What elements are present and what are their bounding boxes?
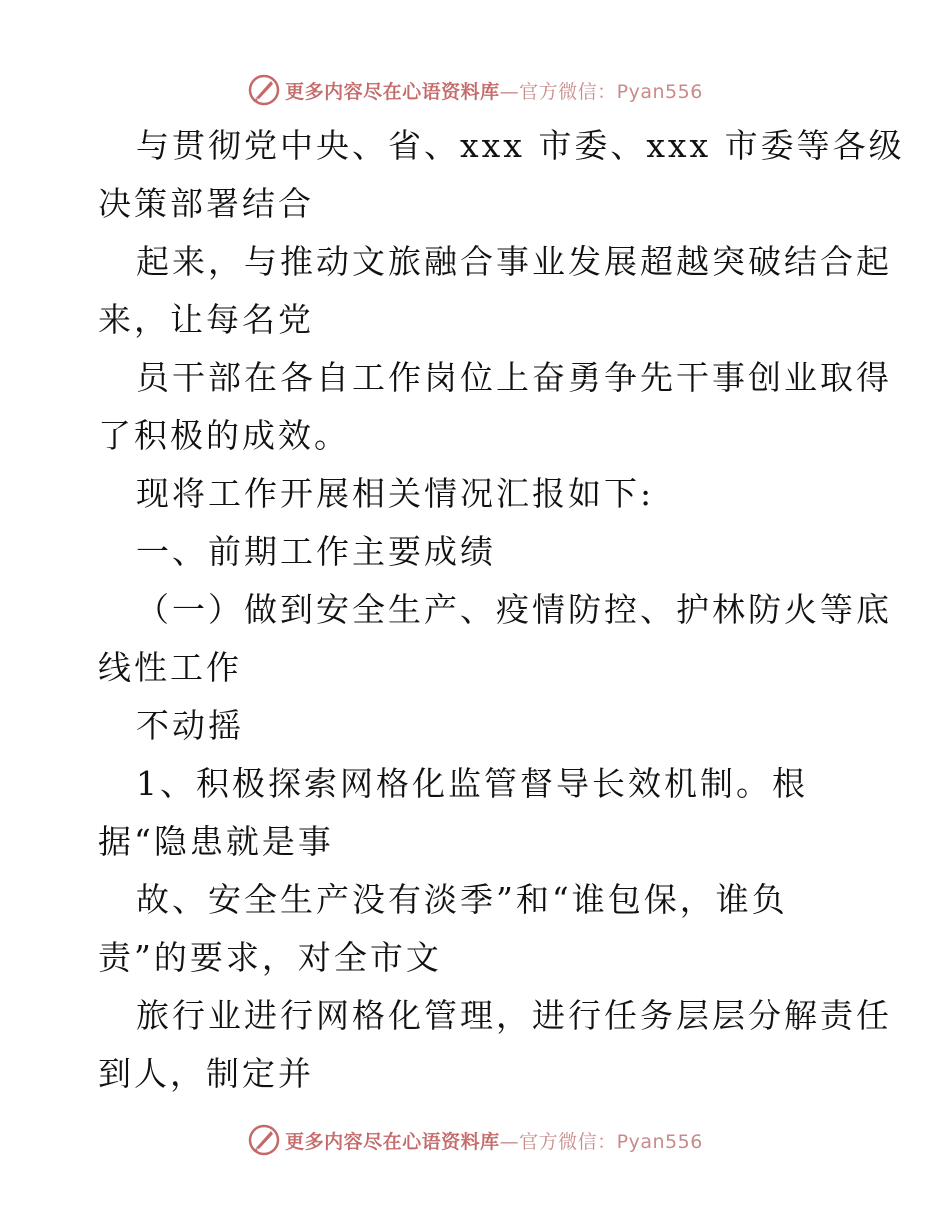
paragraph-line: 了积极的成效。: [98, 416, 350, 455]
header-watermark-banner: [0, 70, 950, 110]
paragraph-line: 决策部署结合: [98, 184, 314, 223]
footer-watermark-banner: [0, 1120, 950, 1160]
paragraph-line: 责”的要求，对全市文: [98, 938, 442, 977]
banner-wechat-text: —官方微信：Pyan556: [499, 80, 703, 103]
subsection-heading: （一）做到安全生产、疫情防控、护林防火等底: [136, 590, 892, 629]
document-body: [98, 117, 905, 1103]
paragraph-line: 现将工作开展相关情况汇报如下:: [136, 474, 655, 513]
paragraph-line: 来，让每名党: [98, 300, 314, 339]
section-heading: 一、前期工作主要成绩: [136, 532, 496, 571]
banner-wechat-text: —官方微信：Pyan556: [499, 1130, 703, 1153]
paragraph-line: 与贯彻党中央、省、xxx 市委、xxx 市委等各级: [136, 126, 905, 165]
paragraph-line: 不动摇: [136, 706, 244, 745]
paragraph-line: 旅行业进行网格化管理，进行任务层层分解责任: [136, 996, 892, 1035]
paragraph-line: 线性工作: [98, 648, 242, 687]
quill-pen-icon: [247, 1123, 281, 1157]
banner-brand-text: 更多内容尽在心语资料库: [285, 1130, 500, 1153]
paragraph-line: 员干部在各自工作岗位上奋勇争先干事创业取得: [136, 358, 892, 397]
banner-brand-text: 更多内容尽在心语资料库: [285, 80, 500, 103]
paragraph-line: 1、积极探索网格化监管督导长效机制。根: [136, 764, 808, 803]
paragraph-line: 起来，与推动文旅融合事业发展超越突破结合起: [136, 242, 892, 281]
paragraph-line: 到人，制定并: [98, 1054, 314, 1093]
paragraph-line: 据“隐患就是事: [98, 822, 334, 861]
paragraph-line: 故、安全生产没有淡季”和“谁包保，谁负: [136, 880, 788, 919]
quill-pen-icon: [247, 73, 281, 107]
